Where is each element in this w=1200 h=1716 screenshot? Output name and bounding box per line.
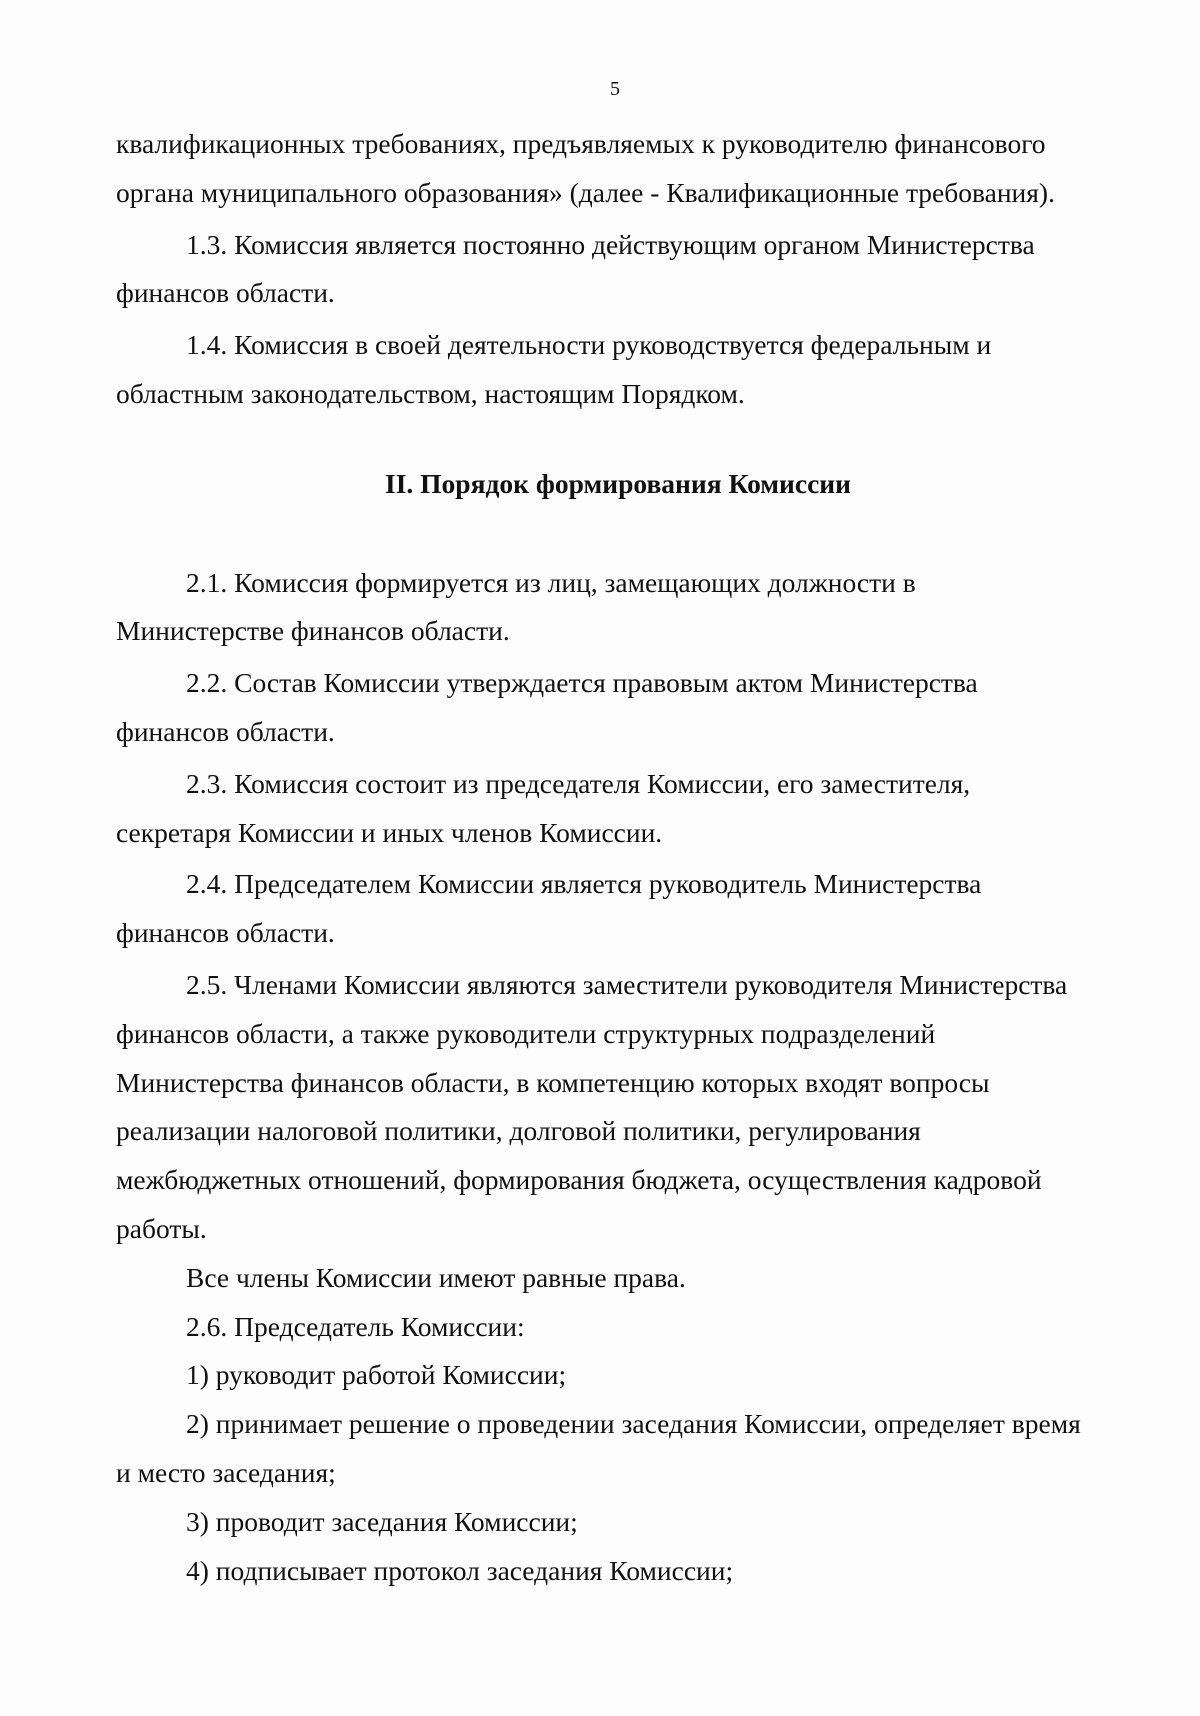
equal-rights-paragraph: Все члены Комиссии имеют равные права.	[186, 1261, 686, 1293]
clause-2-5: 2.5. Членами Комиссии являются заместители руководителя Министерства	[186, 968, 1068, 1000]
page-number: 5	[610, 78, 620, 100]
paragraph-line: квалификационных требованиях, предъявляемых к руководителю финансового	[116, 128, 1046, 159]
clause-2-3: 2.3. Комиссия состоит из председателя Комиссии, его заместителя,	[186, 767, 971, 799]
list-item-2: 2) принимает решение о проведении заседания Комиссии, определяет время	[186, 1408, 1081, 1440]
list-item-1: 1) руководит работой Комиссии;	[186, 1359, 567, 1391]
clause-1-3: 1.3. Комиссия является постоянно действующим органом Министерства	[186, 228, 1035, 260]
document-body	[116, 120, 1120, 1595]
paragraph-line: финансов области, а также руководители структурных подразделений	[116, 1017, 936, 1049]
paragraph-line: межбюджетных отношений, формирования бюджета, осуществления кадровой	[116, 1164, 1042, 1196]
paragraph-line: реализации налоговой политики, долговой политики, регулирования	[116, 1115, 921, 1147]
section-heading: II. Порядок формирования Комиссии	[385, 467, 851, 499]
paragraph-line: Министерстве финансов области.	[116, 615, 510, 647]
clause-2-6: 2.6. Председатель Комиссии:	[186, 1310, 525, 1342]
clause-1-4: 1.4. Комиссия в своей деятельности руководствуется федеральным и	[186, 329, 992, 361]
list-item-4: 4) подписывает протокол заседания Комиссии;	[186, 1554, 734, 1586]
clause-2-4: 2.4. Председателем Комиссии является руководитель Министерства	[186, 868, 982, 900]
paragraph-line: работы.	[116, 1212, 207, 1244]
paragraph-line: финансов области.	[116, 277, 335, 309]
paragraph-line: секретаря Комиссии и иных членов Комиссии.	[116, 816, 663, 848]
paragraph-line: Министерства финансов области, в компетенцию которых входят вопросы	[116, 1066, 990, 1098]
paragraph-line: и место заседания;	[116, 1456, 336, 1488]
paragraph-line: финансов области.	[116, 917, 335, 949]
paragraph-line: финансов области.	[116, 715, 335, 747]
clause-2-2: 2.2. Состав Комиссии утверждается правовым актом Министерства	[186, 667, 978, 699]
list-item-3: 3) проводит заседания Комиссии;	[186, 1505, 578, 1537]
clause-2-1: 2.1. Комиссия формируется из лиц, замещающих должности в	[186, 566, 916, 598]
paragraph-line: органа муниципального образования» (далее - Квалификационные требования).	[116, 176, 1055, 208]
paragraph-line: областным законодательством, настоящим Порядком.	[116, 377, 745, 409]
